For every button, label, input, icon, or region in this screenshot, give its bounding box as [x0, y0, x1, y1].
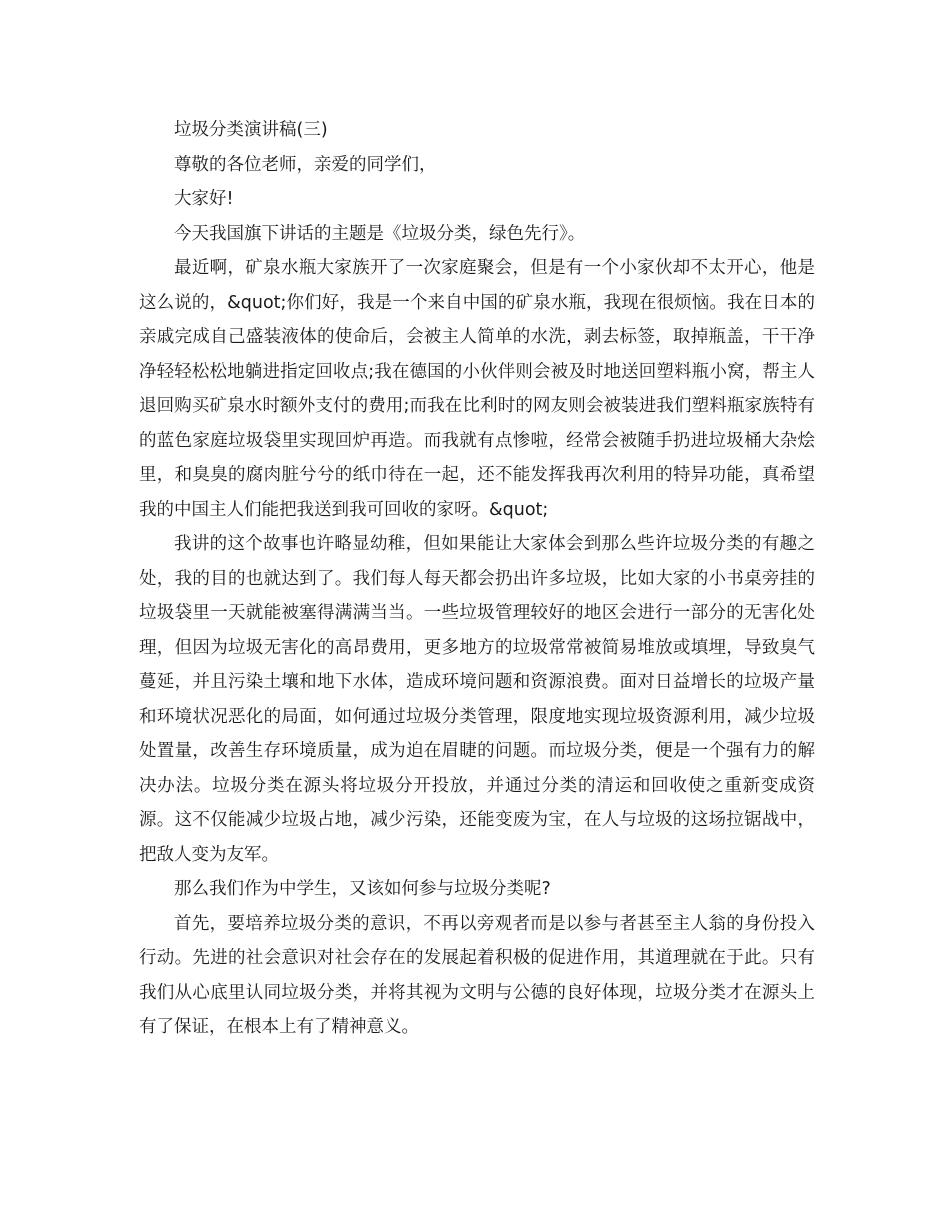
speech-topic: 今天我国旗下讲话的主题是《垃圾分类，绿色先行》。 [174, 223, 586, 244]
document-title: 垃圾分类演讲稿(三) [174, 120, 328, 140]
document-body [139, 113, 815, 1045]
paragraph-story: 最近啊，矿泉水瓶大家族开了一次家庭聚会，但是有一个小家伙却不太开心，他是这么说的，&quot;你们好，我是一个来自中国的矿泉水瓶，我现在很烦恼。我在日本的亲戚完成自己盛装液体的使命后，会被主人简单的水洗，剥去标签，取掉瓶盖，干干净净轻轻松松地躺进指定回收点;我在德国的小伙伴则会被及时地送回塑料瓶小窝，帮主人退回购买矿泉水时额外支付的费用;而我在比利时的网友则会被装进我们塑料瓶家族特有的蓝色家庭垃圾袋里实现回炉再造。而我就有点惨啦，经常会被随手扔进垃圾桶大杂烩里，和臭臭的腐肉脏兮兮的纸巾待在一起，还不能发挥我再次利用的特异功能，真希望我的中国主人们能把我送到我可回收的家呀。&quot; [139, 258, 815, 520]
salutation: 尊敬的各位老师，亲爱的同学们， [174, 154, 437, 175]
paragraph-awareness: 首先，要培养垃圾分类的意识，不再以旁观者而是以参与者甚至主人翁的身份投入行动。先进的社会意识对社会存在的发展起着积极的促进作用，其道理就在于此。只有我们从心底里认同垃圾分类，并将其视为文明与公德的良好体现，垃圾分类才在源头上有了保证，在根本上有了精神意义。 [139, 913, 815, 1037]
paragraph-question: 那么我们作为中学生，又该如何参与垃圾分类呢? [174, 879, 551, 899]
paragraph-importance: 我讲的这个故事也许略显幼稚，但如果能让大家体会到那么些许垃圾分类的有趣之处，我的目的也就达到了。我们每人每天都会扔出许多垃圾，比如大家的小书桌旁挂的垃圾袋里一天就能被塞得满满当当。一些垃圾管理较好的地区会进行一部分的无害化处理，但因为垃圾无害化的高昂费用，更多地方的垃圾常常被简易堆放或填埋，导致臭气蔓延，并且污染土壤和地下水体，造成环境问题和资源浪费。面对日益增长的垃圾产量和环境状况恶化的局面，如何通过垃圾分类管理，限度地实现垃圾资源利用，减少垃圾处置量，改善生存环境质量，成为迫在眉睫的问题。而垃圾分类，便是一个强有力的解决办法。垃圾分类在源头将垃圾分开投放，并通过分类的清运和回收使之重新变成资源。这不仅能减少垃圾占地，减少污染，还能变废为宝，在人与垃圾的这场拉锯战中，把敌人变为友军。 [139, 534, 815, 865]
greeting: 大家好! [174, 189, 234, 209]
